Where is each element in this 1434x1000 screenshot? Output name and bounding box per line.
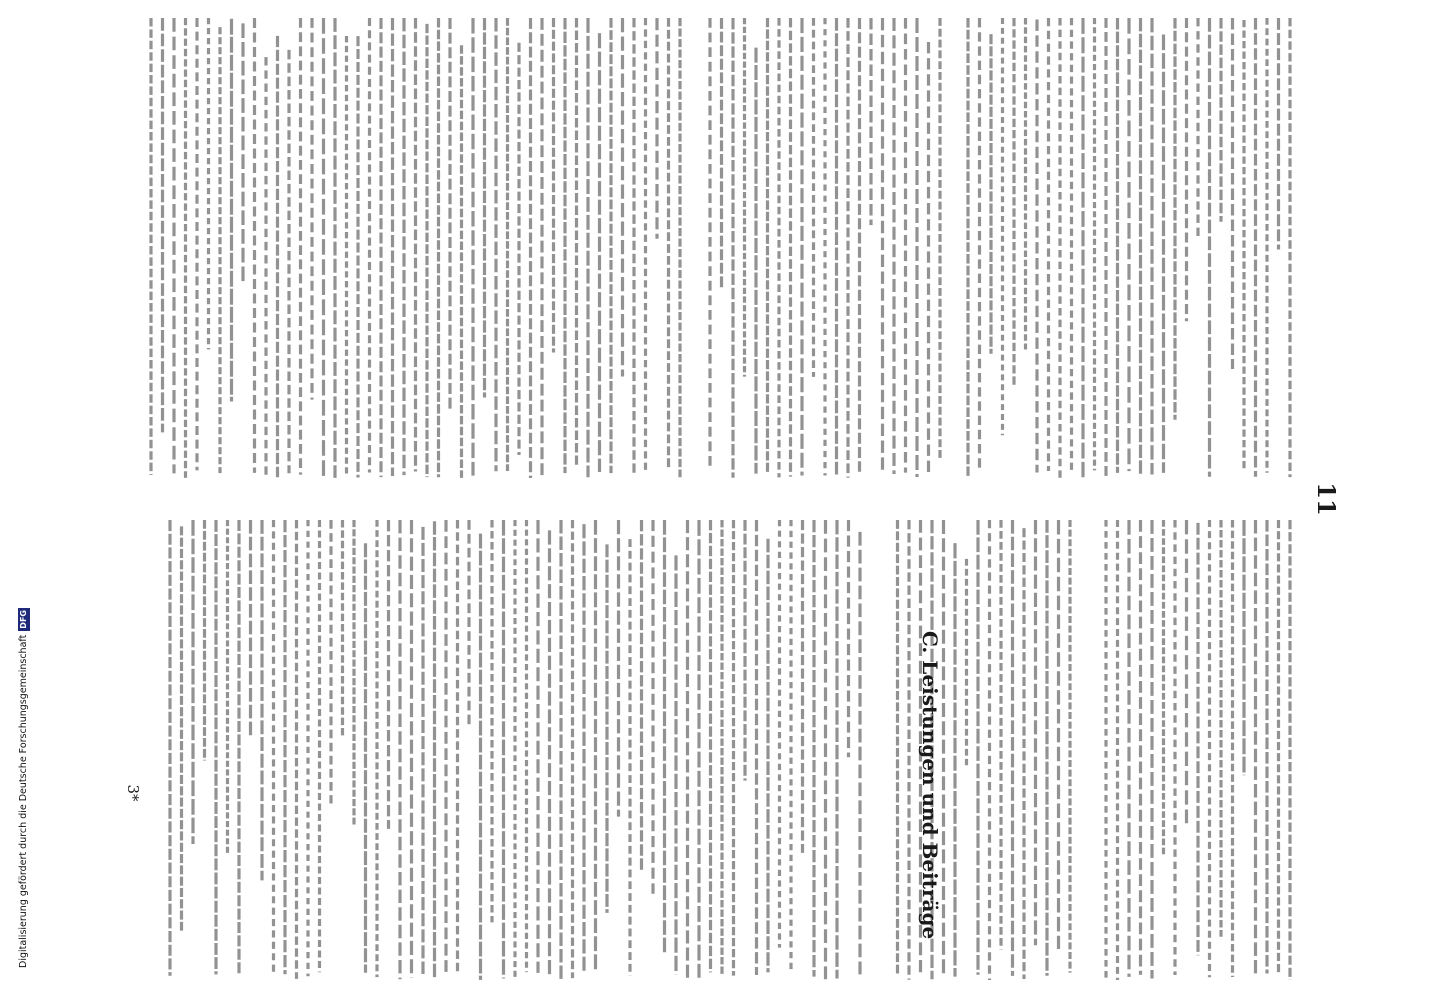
signature-mark: 3* xyxy=(124,784,142,802)
section-heading: C. Leistungen und Beiträge xyxy=(918,630,942,940)
page-number: 11 xyxy=(1312,482,1341,516)
right-column-top xyxy=(1106,520,1290,980)
digitization-credit xyxy=(16,610,32,968)
dfg-logo-icon: DFG xyxy=(19,610,28,629)
credit-text: Digitalisierung gefördert durch die Deutsche Forschungsgemeinschaft xyxy=(18,634,29,968)
left-column-top xyxy=(968,18,1290,478)
left-column-bottom xyxy=(151,18,680,478)
right-column-lower xyxy=(170,520,860,980)
left-column-middle xyxy=(710,18,940,478)
